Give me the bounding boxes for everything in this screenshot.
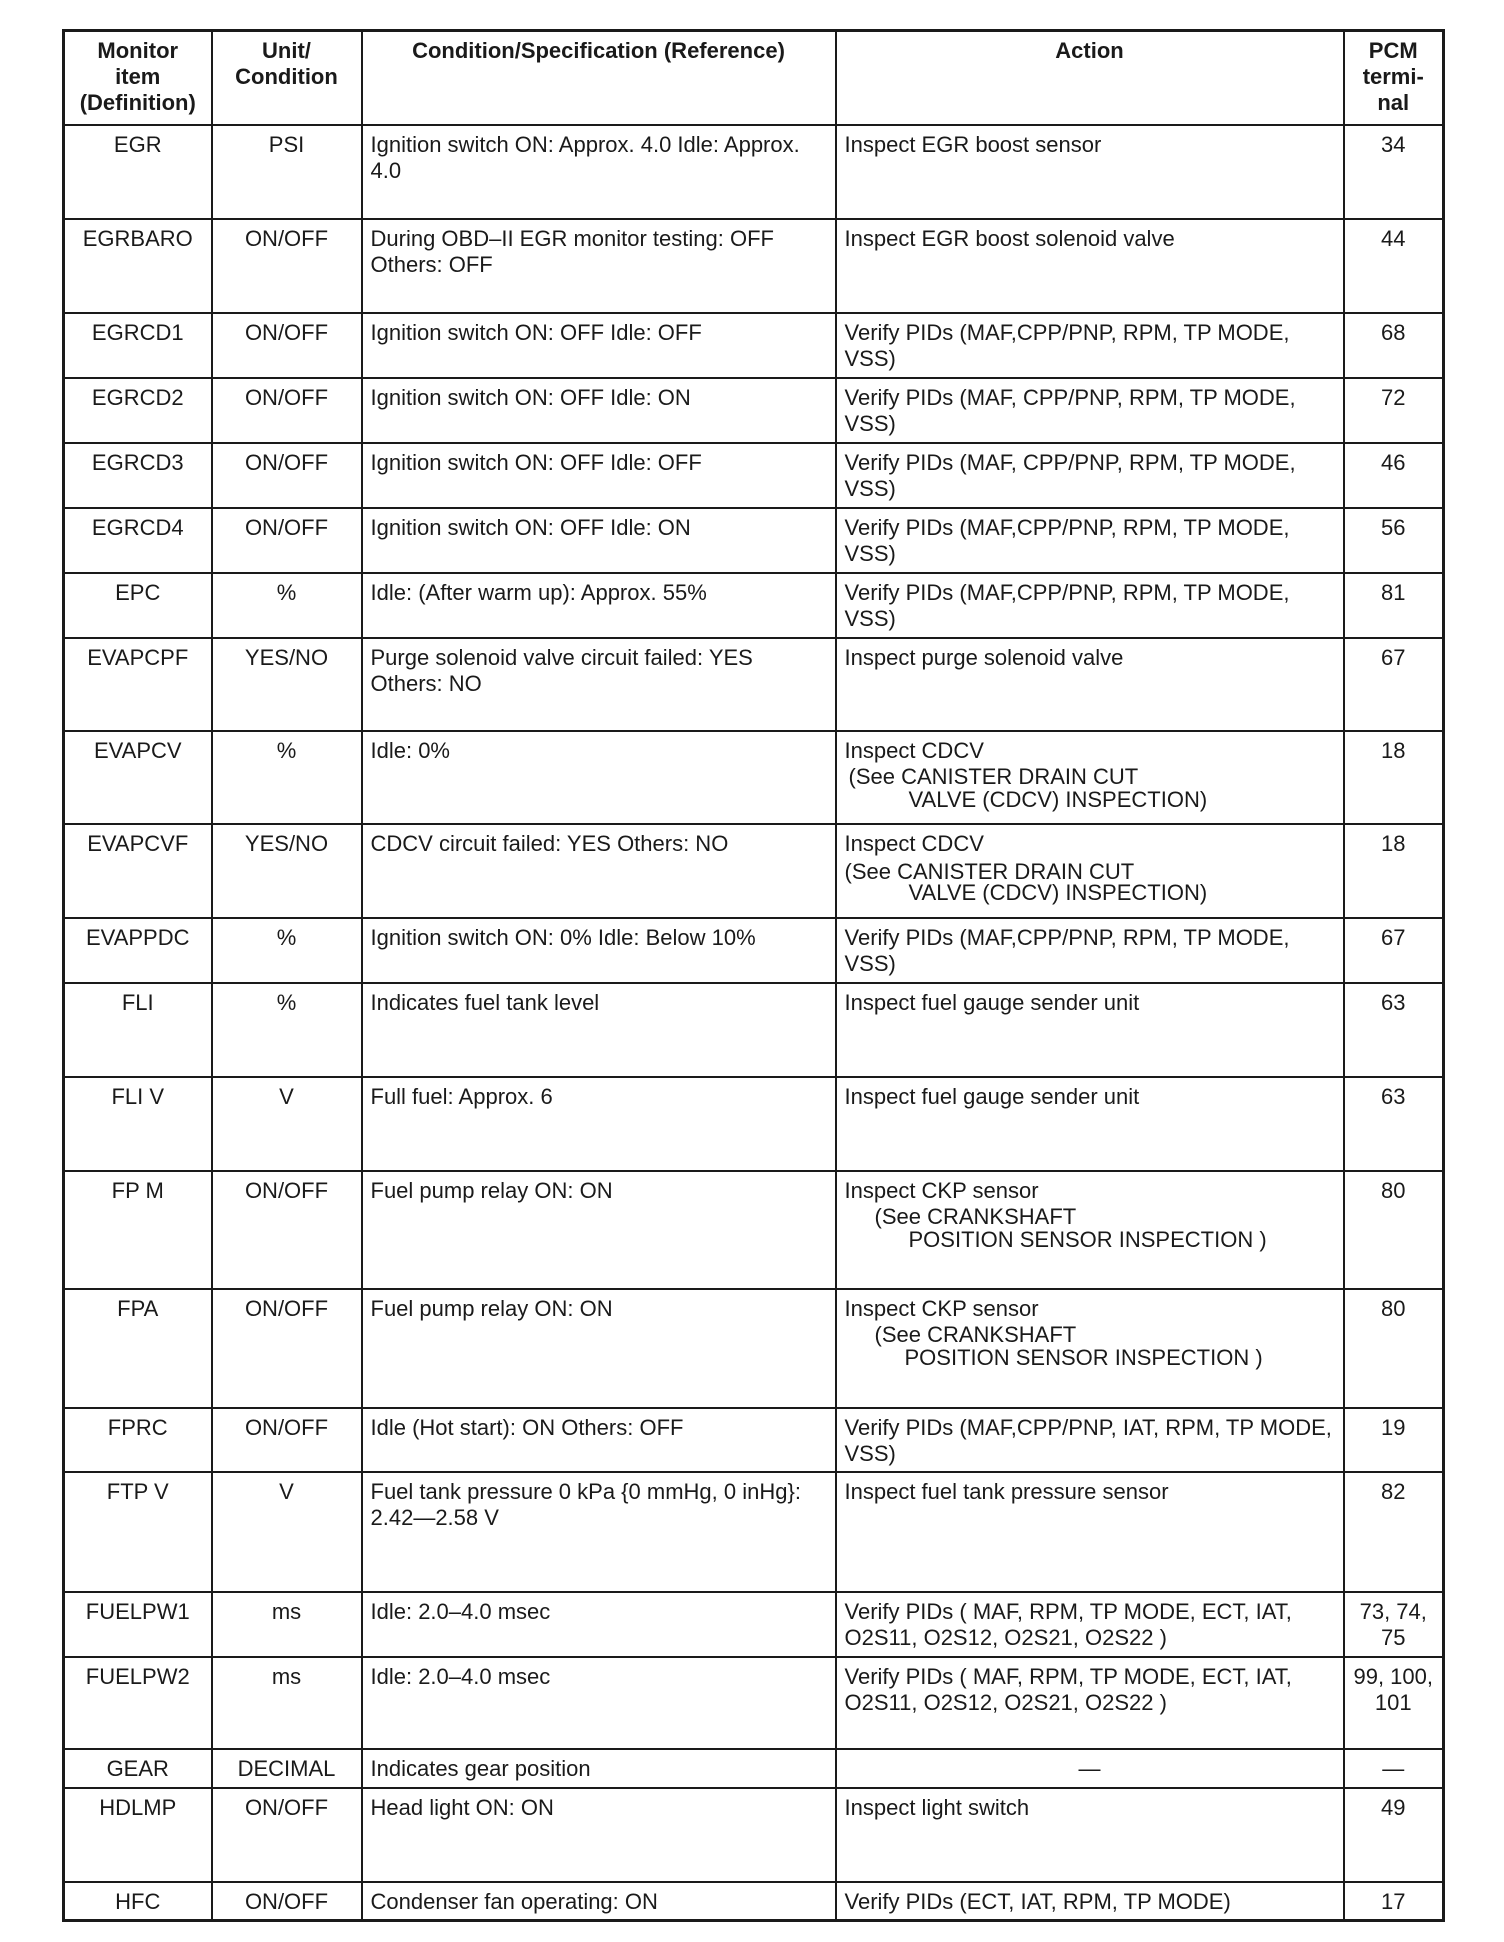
- table-row: [64, 573, 1444, 638]
- condition-cell: Head light ON: ON: [362, 1788, 836, 1882]
- action-cell: [836, 918, 1344, 983]
- pcm-terminal-cell: 82: [1344, 1472, 1444, 1592]
- pcm-terminal-cell: 67: [1344, 638, 1444, 731]
- header-action: Action: [836, 31, 1344, 125]
- pcm-terminal-cell: 63: [1344, 983, 1444, 1077]
- condition-cell: Idle: 2.0–4.0 msec: [362, 1657, 836, 1749]
- condition-cell: Idle: 0%: [362, 731, 836, 824]
- action-cell: [836, 313, 1344, 378]
- pcm-terminal-cell: 49: [1344, 1788, 1444, 1882]
- action-cell: [836, 508, 1344, 573]
- condition-cell: Indicates gear position: [362, 1749, 836, 1788]
- unit-cell: %: [212, 573, 362, 638]
- pcm-terminal-cell: 44: [1344, 219, 1444, 313]
- condition-cell: Fuel pump relay ON: ON: [362, 1171, 836, 1289]
- monitor-item-cell: EVAPPDC: [64, 918, 212, 983]
- condition-cell: Fuel tank pressure 0 kPa {0 mmHg, 0 inHg}: 2.42—2.58 V: [362, 1472, 836, 1592]
- table-row: [64, 443, 1444, 508]
- action-cell: [836, 1472, 1344, 1592]
- action-reference-link[interactable]: VALVE (CDCV) INSPECTION): [908, 786, 1208, 812]
- monitor-item-cell: HFC: [64, 1882, 212, 1921]
- action-text: Verify PIDs (MAF, CPP/PNP, RPM, TP MODE, VSS): [844, 384, 1296, 436]
- condition-cell: Condenser fan operating: ON: [362, 1882, 836, 1921]
- condition-cell: Idle: 2.0–4.0 msec: [362, 1592, 836, 1657]
- action-reference-link[interactable]: (See CRANKSHAFT: [874, 1203, 1077, 1229]
- unit-cell: ON/OFF: [212, 313, 362, 378]
- unit-cell: YES/NO: [212, 638, 362, 731]
- unit-cell: ON/OFF: [212, 219, 362, 313]
- monitor-spec-table: [62, 29, 1445, 1922]
- pcm-terminal-cell: 34: [1344, 125, 1444, 219]
- action-text: Verify PIDs (MAF,CPP/PNP, RPM, TP MODE, VSS): [844, 514, 1290, 566]
- action-text: Inspect fuel gauge sender unit: [844, 989, 1140, 1015]
- unit-cell: V: [212, 1077, 362, 1171]
- unit-cell: ON/OFF: [212, 443, 362, 508]
- condition-cell: Full fuel: Approx. 6: [362, 1077, 836, 1171]
- pcm-terminal-cell: 18: [1344, 731, 1444, 824]
- monitor-item-cell: FP M: [64, 1171, 212, 1289]
- table-row: [64, 1592, 1444, 1657]
- condition-cell: Idle (Hot start): ON Others: OFF: [362, 1408, 836, 1472]
- unit-cell: %: [212, 983, 362, 1077]
- pcm-terminal-cell: 73, 74, 75: [1344, 1592, 1444, 1657]
- unit-cell: ms: [212, 1657, 362, 1749]
- table-row: [64, 824, 1444, 918]
- condition-cell: Ignition switch ON: OFF Idle: OFF: [362, 313, 836, 378]
- action-cell: [836, 1749, 1344, 1788]
- table-row: [64, 1289, 1444, 1408]
- table-row: [64, 378, 1444, 443]
- monitor-item-cell: EVAPCV: [64, 731, 212, 824]
- unit-cell: ms: [212, 1592, 362, 1657]
- monitor-item-cell: EVAPCPF: [64, 638, 212, 731]
- action-cell: [836, 1171, 1344, 1289]
- monitor-item-cell: FPA: [64, 1289, 212, 1408]
- condition-cell: Ignition switch ON: OFF Idle: ON: [362, 378, 836, 443]
- action-text: Verify PIDs ( MAF, RPM, TP MODE, ECT, IAT, O2S11, O2S12, O2S21, O2S22 ): [844, 1598, 1292, 1650]
- condition-cell: Ignition switch ON: OFF Idle: OFF: [362, 443, 836, 508]
- action-cell: [836, 219, 1344, 313]
- pcm-terminal-cell: 68: [1344, 313, 1444, 378]
- action-cell: [836, 1882, 1344, 1921]
- monitor-item-cell: EGRCD3: [64, 443, 212, 508]
- table-row: [64, 1408, 1444, 1472]
- action-reference-link[interactable]: (See CANISTER DRAIN CUT: [844, 858, 1135, 884]
- table-row: [64, 638, 1444, 731]
- header-monitor-item: Monitor item (Definition): [64, 31, 212, 125]
- table-row: [64, 1788, 1444, 1882]
- table-row: [64, 1657, 1444, 1749]
- monitor-item-cell: EGRCD1: [64, 313, 212, 378]
- header-condition-spec: Condition/Specification (Reference): [362, 31, 836, 125]
- table-row: [64, 1882, 1444, 1921]
- action-text: Verify PIDs (ECT, IAT, RPM, TP MODE): [844, 1888, 1231, 1914]
- header-unit-condition: Unit/ Condition: [212, 31, 362, 125]
- action-reference-link[interactable]: (See CANISTER DRAIN CUT: [848, 763, 1139, 789]
- table-row: [64, 125, 1444, 219]
- table-row: [64, 313, 1444, 378]
- action-cell: [836, 983, 1344, 1077]
- table-row: [64, 731, 1444, 824]
- action-text: Inspect fuel tank pressure sensor: [844, 1478, 1169, 1504]
- action-text: Verify PIDs (MAF,CPP/PNP, RPM, TP MODE, VSS): [844, 579, 1290, 631]
- action-cell: [836, 378, 1344, 443]
- action-reference-link[interactable]: (See CRANKSHAFT: [874, 1321, 1077, 1347]
- action-text: —: [1078, 1755, 1101, 1781]
- action-reference-link[interactable]: POSITION SENSOR INSPECTION ): [908, 1226, 1267, 1252]
- monitor-item-cell: FLI: [64, 983, 212, 1077]
- unit-cell: V: [212, 1472, 362, 1592]
- action-text: Inspect CDCV: [844, 830, 984, 856]
- action-text: Inspect CKP sensor: [844, 1177, 1039, 1203]
- action-text: Inspect EGR boost solenoid valve: [844, 225, 1175, 251]
- action-text: Inspect purge solenoid valve: [844, 644, 1124, 670]
- action-text: Verify PIDs (MAF,CPP/PNP, RPM, TP MODE, VSS): [844, 924, 1290, 976]
- unit-cell: ON/OFF: [212, 1289, 362, 1408]
- action-cell: [836, 824, 1344, 918]
- monitor-item-cell: FPRC: [64, 1408, 212, 1472]
- condition-cell: Idle: (After warm up): Approx. 55%: [362, 573, 836, 638]
- action-cell: [836, 1657, 1344, 1749]
- monitor-item-cell: EGRCD4: [64, 508, 212, 573]
- action-text: Verify PIDs (MAF, CPP/PNP, RPM, TP MODE, VSS): [844, 449, 1296, 501]
- condition-cell: Fuel pump relay ON: ON: [362, 1289, 836, 1408]
- action-cell: [836, 1788, 1344, 1882]
- table-row: [64, 918, 1444, 983]
- pcm-terminal-cell: 80: [1344, 1171, 1444, 1289]
- table-row: [64, 1077, 1444, 1171]
- monitor-item-cell: FLI V: [64, 1077, 212, 1171]
- condition-cell: During OBD–II EGR monitor testing: OFF Others: OFF: [362, 219, 836, 313]
- action-cell: [836, 1408, 1344, 1472]
- pcm-terminal-cell: 63: [1344, 1077, 1444, 1171]
- action-text: Inspect CKP sensor: [844, 1295, 1039, 1321]
- action-cell: [836, 638, 1344, 731]
- header-pcm-terminal: PCM termi-nal: [1344, 31, 1444, 125]
- pcm-terminal-cell: 67: [1344, 918, 1444, 983]
- monitor-item-cell: EGR: [64, 125, 212, 219]
- pcm-terminal-cell: 46: [1344, 443, 1444, 508]
- unit-cell: ON/OFF: [212, 1171, 362, 1289]
- unit-cell: %: [212, 918, 362, 983]
- action-reference-link[interactable]: POSITION SENSOR INSPECTION ): [904, 1344, 1263, 1370]
- monitor-item-cell: EVAPCVF: [64, 824, 212, 918]
- unit-cell: ON/OFF: [212, 1788, 362, 1882]
- condition-cell: CDCV circuit failed: YES Others: NO: [362, 824, 836, 918]
- monitor-item-cell: EPC: [64, 573, 212, 638]
- pcm-terminal-cell: 72: [1344, 378, 1444, 443]
- action-text: Inspect EGR boost sensor: [844, 131, 1102, 157]
- action-text: Verify PIDs ( MAF, RPM, TP MODE, ECT, IAT, O2S11, O2S12, O2S21, O2S22 ): [844, 1663, 1292, 1715]
- action-cell: [836, 443, 1344, 508]
- monitor-item-cell: HDLMP: [64, 1788, 212, 1882]
- monitor-item-cell: FUELPW2: [64, 1657, 212, 1749]
- action-cell: [836, 1289, 1344, 1408]
- table-row: [64, 983, 1444, 1077]
- monitor-item-cell: GEAR: [64, 1749, 212, 1788]
- unit-cell: %: [212, 731, 362, 824]
- condition-cell: Ignition switch ON: OFF Idle: ON: [362, 508, 836, 573]
- condition-cell: Indicates fuel tank level: [362, 983, 836, 1077]
- action-cell: [836, 573, 1344, 638]
- condition-cell: Ignition switch ON: Approx. 4.0 Idle: Approx. 4.0: [362, 125, 836, 219]
- action-cell: [836, 125, 1344, 219]
- pcm-terminal-cell: 81: [1344, 573, 1444, 638]
- action-text: Inspect light switch: [844, 1794, 1030, 1820]
- unit-cell: ON/OFF: [212, 508, 362, 573]
- action-cell: [836, 1077, 1344, 1171]
- condition-cell: Purge solenoid valve circuit failed: YES Others: NO: [362, 638, 836, 731]
- table-row: [64, 1749, 1444, 1788]
- pcm-terminal-cell: 80: [1344, 1289, 1444, 1408]
- table-header-row: [64, 31, 1444, 125]
- pcm-terminal-cell: 19: [1344, 1408, 1444, 1472]
- action-reference-link[interactable]: VALVE (CDCV) INSPECTION): [908, 879, 1208, 905]
- pcm-terminal-cell: 17: [1344, 1882, 1444, 1921]
- unit-cell: ON/OFF: [212, 1882, 362, 1921]
- unit-cell: ON/OFF: [212, 378, 362, 443]
- pcm-terminal-cell: 99, 100, 101: [1344, 1657, 1444, 1749]
- action-text: Inspect fuel gauge sender unit: [844, 1083, 1140, 1109]
- unit-cell: ON/OFF: [212, 1408, 362, 1472]
- unit-cell: DECIMAL: [212, 1749, 362, 1788]
- monitor-item-cell: FUELPW1: [64, 1592, 212, 1657]
- monitor-item-cell: EGRCD2: [64, 378, 212, 443]
- action-cell: [836, 1592, 1344, 1657]
- table-row: [64, 219, 1444, 313]
- condition-cell: Ignition switch ON: 0% Idle: Below 10%: [362, 918, 836, 983]
- unit-cell: YES/NO: [212, 824, 362, 918]
- table-row: [64, 1171, 1444, 1289]
- table-row: [64, 1472, 1444, 1592]
- monitor-item-cell: EGRBARO: [64, 219, 212, 313]
- action-cell: [836, 731, 1344, 824]
- monitor-item-cell: FTP V: [64, 1472, 212, 1592]
- action-text: Verify PIDs (MAF,CPP/PNP, IAT, RPM, TP MODE, VSS): [844, 1414, 1332, 1466]
- pcm-terminal-cell: 56: [1344, 508, 1444, 573]
- pcm-terminal-cell: 18: [1344, 824, 1444, 918]
- pcm-terminal-cell: —: [1344, 1749, 1444, 1788]
- action-text: Inspect CDCV: [844, 737, 984, 763]
- action-text: Verify PIDs (MAF,CPP/PNP, RPM, TP MODE, VSS): [844, 319, 1290, 371]
- table-row: [64, 508, 1444, 573]
- unit-cell: PSI: [212, 125, 362, 219]
